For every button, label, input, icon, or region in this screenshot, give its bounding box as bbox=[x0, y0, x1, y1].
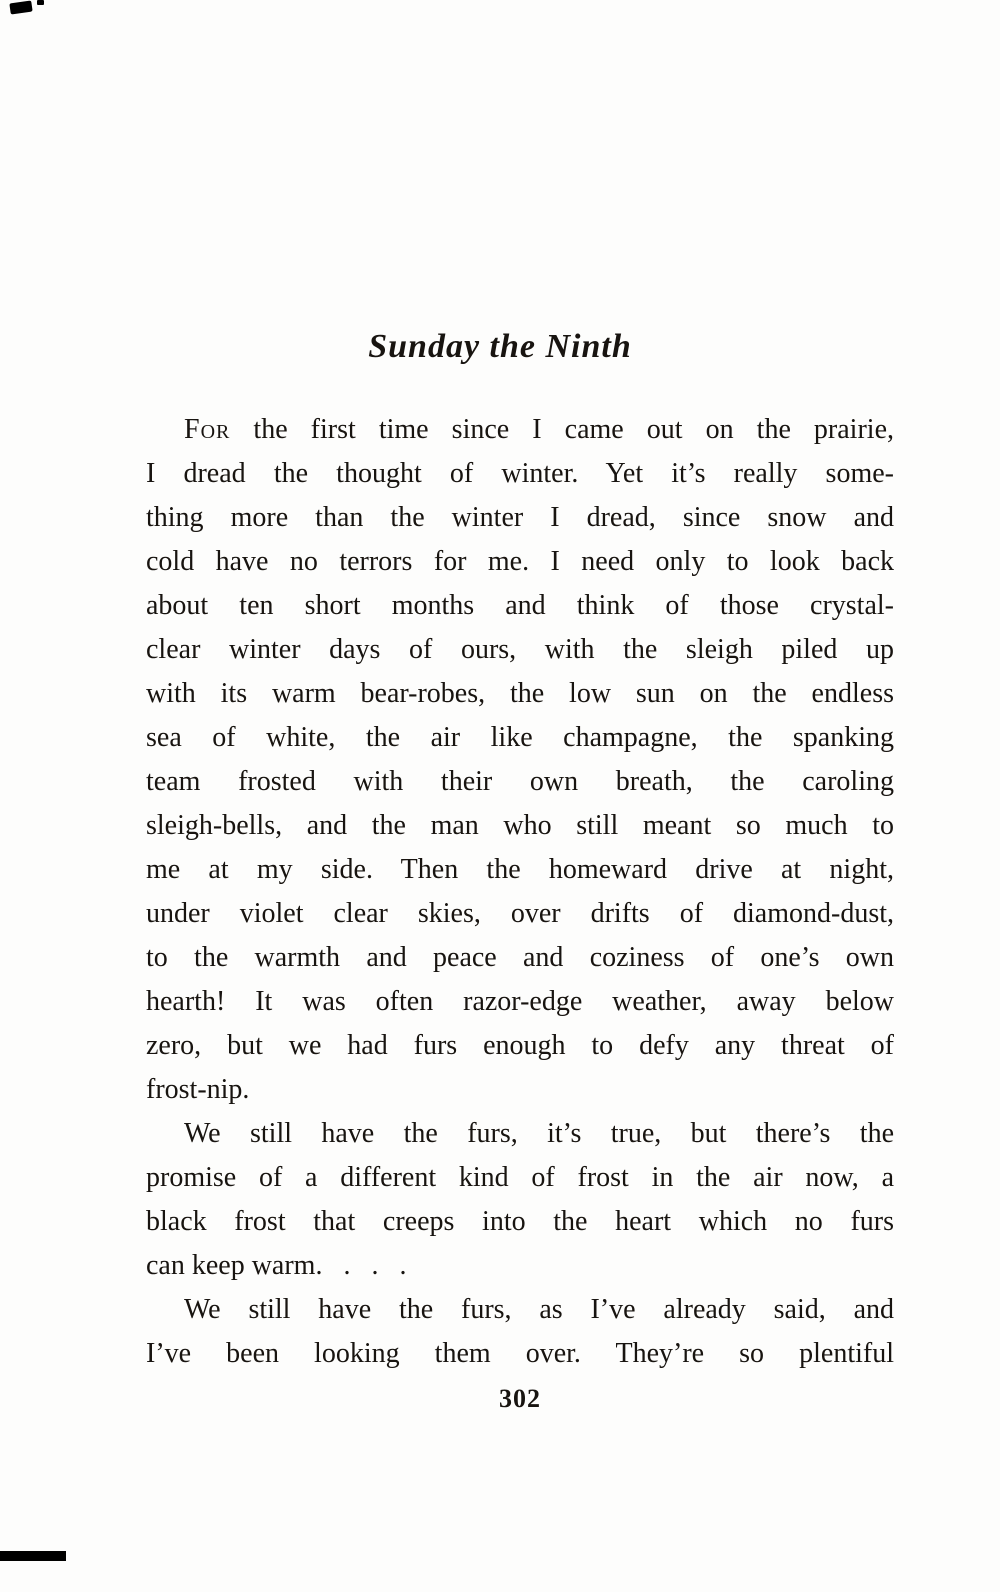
page-number: 302 bbox=[499, 1384, 541, 1413]
text-line: cold have no terrors for me. I need only to look back bbox=[146, 546, 894, 577]
text-line: can keep warm. . . . bbox=[146, 1250, 407, 1281]
scan-artifact-top-left bbox=[9, 1, 32, 15]
section-title: Sunday the Ninth bbox=[368, 328, 632, 365]
text-line: with its warm bear-robes, the low sun on the endless bbox=[146, 678, 894, 709]
line-text: the first time since I came out on the prairie, bbox=[230, 414, 894, 445]
text-line: me at my side. Then the homeward drive at night, bbox=[146, 854, 894, 885]
lead-word: For bbox=[184, 414, 231, 445]
text-line: black frost that creeps into the heart which no furs bbox=[146, 1206, 894, 1237]
paragraph-1 bbox=[146, 408, 894, 1112]
text-line: I’ve been looking them over. They’re so plentiful bbox=[146, 1338, 894, 1369]
scan-artifact-top-speck bbox=[37, 0, 44, 5]
page-body bbox=[146, 408, 894, 1376]
text-line: We still have the furs, it’s true, but there’s the bbox=[184, 1118, 894, 1149]
text-line: clear winter days of ours, with the sleigh piled up bbox=[146, 634, 894, 665]
paragraph-2 bbox=[146, 1112, 894, 1288]
text-line: to the warmth and peace and coziness of one’s own bbox=[146, 942, 894, 973]
text-line: under violet clear skies, over drifts of diamond-dust, bbox=[146, 898, 894, 929]
text-line: team frosted with their own breath, the caroling bbox=[146, 766, 894, 797]
text-line: sleigh-bells, and the man who still meant so much to bbox=[146, 810, 894, 841]
text-line: thing more than the winter I dread, since snow and bbox=[146, 502, 894, 533]
scan-artifact-bottom-left bbox=[0, 1551, 66, 1561]
text-line: sea of white, the air like champagne, the spanking bbox=[146, 722, 894, 753]
text-line: hearth! It was often razor-edge weather, away below bbox=[146, 986, 894, 1017]
text-line: frost-nip. bbox=[146, 1074, 250, 1105]
text-line: about ten short months and think of those crystal- bbox=[146, 590, 894, 621]
text-line: I dread the thought of winter. Yet it’s really some- bbox=[146, 458, 894, 489]
text-line: We still have the furs, as I’ve already said, and bbox=[184, 1294, 894, 1325]
text-line: promise of a different kind of frost in the air now, a bbox=[146, 1162, 894, 1193]
text-line bbox=[146, 408, 894, 452]
text-line: zero, but we had furs enough to defy any threat of bbox=[146, 1030, 894, 1061]
paragraph-3 bbox=[146, 1288, 894, 1376]
